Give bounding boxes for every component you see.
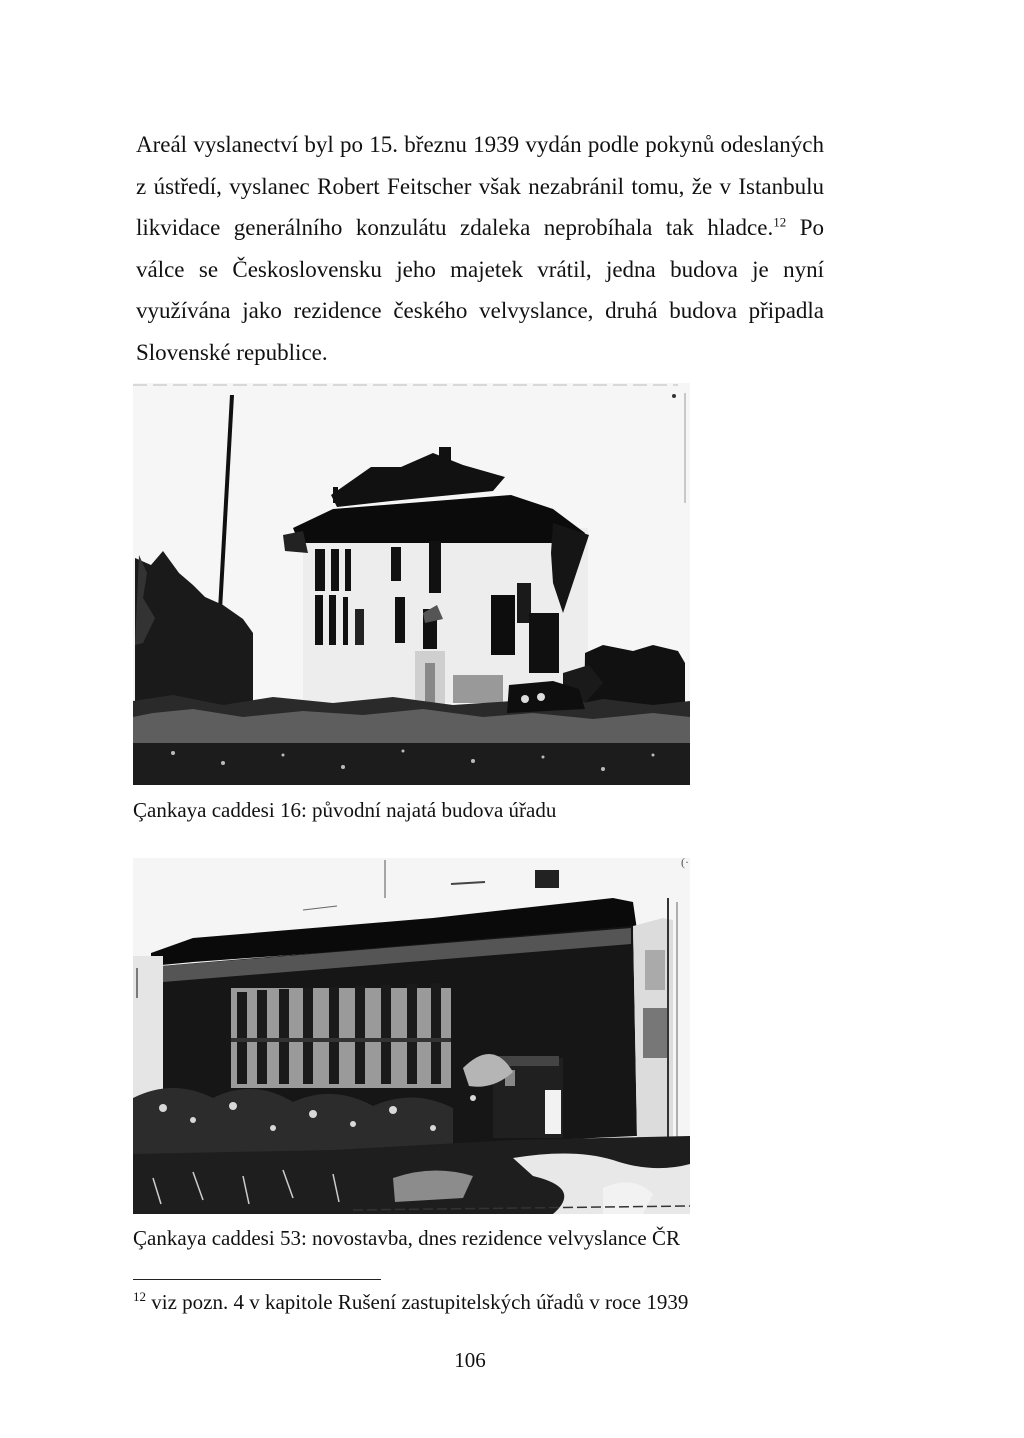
svg-text:(·: (· (681, 858, 689, 869)
footnote-number: 12 (133, 1289, 146, 1304)
paragraph-text-start: Areál vyslanectví byl po 15. březnu 1939 vydán podle pokynů odeslaných z ústředí, vyslanec Robert Feitscher však nezabránil tomu, že v Istanbulu likvidace generálního konzulátu zdaleka neprobíhala tak hladce. (136, 132, 824, 240)
photo-new-residence (133, 858, 690, 1214)
page-number (0, 1348, 1024, 1373)
paragraph-text-end: Po válce se Československu jeho majetek vrátil, jedna budova je nyní využívána jako rezidence českého velvyslance, druhá budova připadla Slovenské republice. (136, 215, 824, 365)
footnote-separator (133, 1279, 381, 1280)
footnote-reference: 12 (773, 214, 787, 230)
photo-original-building (133, 383, 690, 785)
figure-caption: Çankaya caddesi 53: novostavba, dnes rezidence velvyslance ČR (133, 1226, 680, 1250)
footnote-text: viz pozn. 4 v kapitole Rušení zastupitelských úřadů v roce 1939 (146, 1290, 689, 1314)
body-paragraph (136, 124, 824, 373)
figure-caption: Çankaya caddesi 16: původní najatá budova úřadu (133, 798, 557, 822)
footnote (133, 1290, 688, 1315)
page-number-text: 106 (454, 1348, 486, 1372)
